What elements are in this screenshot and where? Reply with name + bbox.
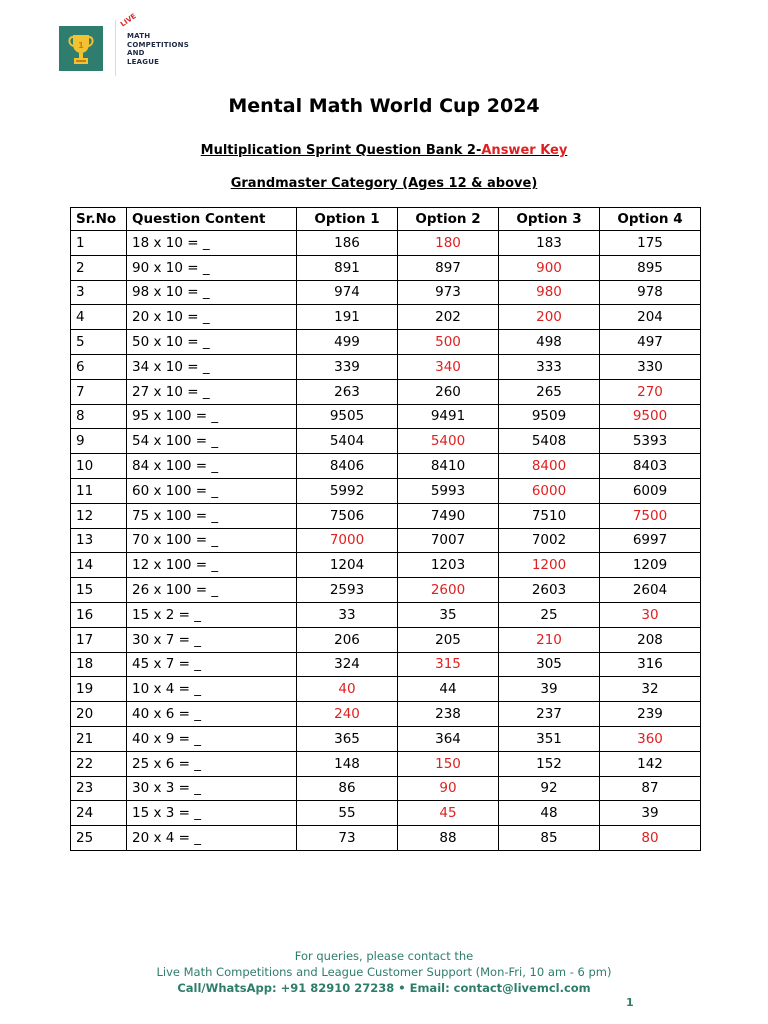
row-sr-no: 17 xyxy=(71,627,127,652)
row-option: 978 xyxy=(600,280,701,305)
footer-contact-details: Call/WhatsApp: +91 82910 27238 • Email: contact@livemcl.com xyxy=(177,981,591,995)
row-option: 39 xyxy=(499,677,600,702)
row-option: 44 xyxy=(398,677,499,702)
row-option: 9509 xyxy=(499,404,600,429)
logo-line-3: AND xyxy=(127,49,145,57)
row-sr-no: 5 xyxy=(71,330,127,355)
row-option: 891 xyxy=(297,255,398,280)
row-option: 92 xyxy=(499,776,600,801)
row-option: 973 xyxy=(398,280,499,305)
table-row xyxy=(71,652,701,677)
row-option: 1204 xyxy=(297,553,398,578)
table-header-row xyxy=(71,208,701,231)
row-option: 324 xyxy=(297,652,398,677)
row-option: 2604 xyxy=(600,578,701,603)
row-option: 333 xyxy=(499,354,600,379)
row-option: 191 xyxy=(297,305,398,330)
row-question: 70 x 100 = _ xyxy=(127,528,297,553)
row-question: 90 x 10 = _ xyxy=(127,255,297,280)
row-option: 5393 xyxy=(600,429,701,454)
row-sr-no: 3 xyxy=(71,280,127,305)
table-row xyxy=(71,677,701,702)
table-row xyxy=(71,553,701,578)
logo-live-text: LIVE xyxy=(119,12,138,29)
row-option-correct: 40 xyxy=(297,677,398,702)
row-option: 7510 xyxy=(499,503,600,528)
row-question: 20 x 10 = _ xyxy=(127,305,297,330)
row-option: 142 xyxy=(600,751,701,776)
row-option: 974 xyxy=(297,280,398,305)
row-sr-no: 14 xyxy=(71,553,127,578)
row-question: 60 x 100 = _ xyxy=(127,478,297,503)
table-row xyxy=(71,801,701,826)
table-row xyxy=(71,702,701,727)
row-option-correct: 9500 xyxy=(600,404,701,429)
row-option: 175 xyxy=(600,231,701,256)
page-number: 1 xyxy=(626,996,634,1009)
row-option: 237 xyxy=(499,702,600,727)
table-row xyxy=(71,627,701,652)
row-option-correct: 360 xyxy=(600,726,701,751)
row-option: 86 xyxy=(297,776,398,801)
table-row xyxy=(71,528,701,553)
row-option: 9491 xyxy=(398,404,499,429)
row-option: 6009 xyxy=(600,478,701,503)
row-option-correct: 1200 xyxy=(499,553,600,578)
logo-wordmark xyxy=(127,32,189,66)
row-question: 26 x 100 = _ xyxy=(127,578,297,603)
row-question: 30 x 3 = _ xyxy=(127,776,297,801)
row-option: 148 xyxy=(297,751,398,776)
row-option: 8410 xyxy=(398,454,499,479)
row-option: 88 xyxy=(398,826,499,851)
table-row xyxy=(71,751,701,776)
row-sr-no: 7 xyxy=(71,379,127,404)
svg-text:1: 1 xyxy=(78,41,84,50)
row-option: 365 xyxy=(297,726,398,751)
table-row xyxy=(71,826,701,851)
row-option: 1209 xyxy=(600,553,701,578)
row-option: 897 xyxy=(398,255,499,280)
subtitle-prefix: Multiplication Sprint Question Bank 2- xyxy=(200,143,482,158)
row-question: 15 x 2 = _ xyxy=(127,602,297,627)
row-option-correct: 315 xyxy=(398,652,499,677)
row-option: 260 xyxy=(398,379,499,404)
row-option: 73 xyxy=(297,826,398,851)
table-body xyxy=(71,231,701,851)
row-sr-no: 2 xyxy=(71,255,127,280)
row-option-correct: 980 xyxy=(499,280,600,305)
row-sr-no: 22 xyxy=(71,751,127,776)
row-option: 5993 xyxy=(398,478,499,503)
logo-line-1: MATH xyxy=(127,32,151,40)
row-option: 8406 xyxy=(297,454,398,479)
logo-line-4: LEAGUE xyxy=(127,57,160,66)
row-option-correct: 7500 xyxy=(600,503,701,528)
row-option-correct: 7000 xyxy=(297,528,398,553)
row-sr-no: 13 xyxy=(71,528,127,553)
row-question: 27 x 10 = _ xyxy=(127,379,297,404)
subtitle-answer-key: Answer Key xyxy=(481,143,568,158)
row-option: 339 xyxy=(297,354,398,379)
row-option-correct: 200 xyxy=(499,305,600,330)
row-question: 45 x 7 = _ xyxy=(127,652,297,677)
trophy-icon xyxy=(59,26,103,71)
row-sr-no: 23 xyxy=(71,776,127,801)
row-option: 204 xyxy=(600,305,701,330)
table-row xyxy=(71,330,701,355)
table-row xyxy=(71,454,701,479)
row-option: 202 xyxy=(398,305,499,330)
row-option: 2603 xyxy=(499,578,600,603)
table-row xyxy=(71,255,701,280)
row-option: 239 xyxy=(600,702,701,727)
row-option: 330 xyxy=(600,354,701,379)
row-sr-no: 10 xyxy=(71,454,127,479)
row-option: 8403 xyxy=(600,454,701,479)
row-option: 85 xyxy=(499,826,600,851)
row-option-correct: 5400 xyxy=(398,429,499,454)
row-option: 316 xyxy=(600,652,701,677)
row-option: 183 xyxy=(499,231,600,256)
row-option: 7002 xyxy=(499,528,600,553)
row-option-correct: 240 xyxy=(297,702,398,727)
row-question: 40 x 9 = _ xyxy=(127,726,297,751)
row-option: 32 xyxy=(600,677,701,702)
row-option-correct: 340 xyxy=(398,354,499,379)
row-sr-no: 11 xyxy=(71,478,127,503)
row-option: 186 xyxy=(297,231,398,256)
row-question: 12 x 100 = _ xyxy=(127,553,297,578)
row-option: 263 xyxy=(297,379,398,404)
table-row xyxy=(71,726,701,751)
row-option-correct: 500 xyxy=(398,330,499,355)
category-heading: Grandmaster Category (Ages 12 & above) xyxy=(230,176,538,191)
table-row xyxy=(71,478,701,503)
page-title: Mental Math World Cup 2024 xyxy=(228,95,540,117)
row-option-correct: 180 xyxy=(398,231,499,256)
row-option: 895 xyxy=(600,255,701,280)
row-option-correct: 8400 xyxy=(499,454,600,479)
header-sr-no: Sr.No xyxy=(71,208,127,231)
row-option-correct: 30 xyxy=(600,602,701,627)
footer-support-line: Live Math Competitions and League Customer Support (Mon-Fri, 10 am - 6 pm) xyxy=(156,965,612,979)
row-question: 34 x 10 = _ xyxy=(127,354,297,379)
row-sr-no: 15 xyxy=(71,578,127,603)
row-option: 238 xyxy=(398,702,499,727)
row-sr-no: 4 xyxy=(71,305,127,330)
row-sr-no: 20 xyxy=(71,702,127,727)
row-sr-no: 18 xyxy=(71,652,127,677)
row-question: 25 x 6 = _ xyxy=(127,751,297,776)
table-row xyxy=(71,429,701,454)
row-option-correct: 90 xyxy=(398,776,499,801)
table-row xyxy=(71,231,701,256)
row-option-correct: 900 xyxy=(499,255,600,280)
row-option: 7490 xyxy=(398,503,499,528)
table-row xyxy=(71,379,701,404)
logo xyxy=(59,12,189,74)
footer-contact-intro: For queries, please contact the xyxy=(294,949,474,963)
row-sr-no: 12 xyxy=(71,503,127,528)
row-option: 7007 xyxy=(398,528,499,553)
question-table xyxy=(70,207,701,851)
row-question: 95 x 100 = _ xyxy=(127,404,297,429)
header-option-2: Option 2 xyxy=(398,208,499,231)
row-option-correct: 210 xyxy=(499,627,600,652)
row-question: 84 x 100 = _ xyxy=(127,454,297,479)
row-option: 206 xyxy=(297,627,398,652)
row-question: 54 x 100 = _ xyxy=(127,429,297,454)
row-sr-no: 19 xyxy=(71,677,127,702)
row-option: 33 xyxy=(297,602,398,627)
table-row xyxy=(71,354,701,379)
row-option: 2593 xyxy=(297,578,398,603)
row-option: 5992 xyxy=(297,478,398,503)
row-option: 208 xyxy=(600,627,701,652)
row-question: 75 x 100 = _ xyxy=(127,503,297,528)
row-sr-no: 21 xyxy=(71,726,127,751)
document-subtitle xyxy=(0,143,768,158)
table-row xyxy=(71,503,701,528)
logo-line-2: COMPETITIONS xyxy=(127,40,189,49)
row-sr-no: 24 xyxy=(71,801,127,826)
header-option-1: Option 1 xyxy=(297,208,398,231)
row-sr-no: 8 xyxy=(71,404,127,429)
row-question: 10 x 4 = _ xyxy=(127,677,297,702)
row-question: 30 x 7 = _ xyxy=(127,627,297,652)
table-row xyxy=(71,602,701,627)
row-option-correct: 150 xyxy=(398,751,499,776)
row-option: 152 xyxy=(499,751,600,776)
row-option: 5404 xyxy=(297,429,398,454)
row-question: 18 x 10 = _ xyxy=(127,231,297,256)
row-option-correct: 2600 xyxy=(398,578,499,603)
row-question: 98 x 10 = _ xyxy=(127,280,297,305)
row-option: 7506 xyxy=(297,503,398,528)
header-option-3: Option 3 xyxy=(499,208,600,231)
row-sr-no: 25 xyxy=(71,826,127,851)
row-option: 35 xyxy=(398,602,499,627)
row-option-correct: 80 xyxy=(600,826,701,851)
row-option-correct: 270 xyxy=(600,379,701,404)
header-question-content: Question Content xyxy=(127,208,297,231)
logo-divider xyxy=(115,20,116,76)
row-question: 15 x 3 = _ xyxy=(127,801,297,826)
table-row xyxy=(71,280,701,305)
row-option: 87 xyxy=(600,776,701,801)
row-option: 205 xyxy=(398,627,499,652)
table-row xyxy=(71,578,701,603)
row-option: 9505 xyxy=(297,404,398,429)
row-option: 25 xyxy=(499,602,600,627)
row-option: 265 xyxy=(499,379,600,404)
row-option: 499 xyxy=(297,330,398,355)
row-sr-no: 1 xyxy=(71,231,127,256)
table-row xyxy=(71,776,701,801)
row-question: 40 x 6 = _ xyxy=(127,702,297,727)
row-sr-no: 9 xyxy=(71,429,127,454)
row-option: 498 xyxy=(499,330,600,355)
row-sr-no: 16 xyxy=(71,602,127,627)
row-option: 39 xyxy=(600,801,701,826)
row-option: 351 xyxy=(499,726,600,751)
row-option: 364 xyxy=(398,726,499,751)
row-option: 497 xyxy=(600,330,701,355)
header-option-4: Option 4 xyxy=(600,208,701,231)
row-sr-no: 6 xyxy=(71,354,127,379)
logo-badge xyxy=(59,26,103,71)
row-option: 6997 xyxy=(600,528,701,553)
row-option: 5408 xyxy=(499,429,600,454)
table-row xyxy=(71,305,701,330)
row-option: 55 xyxy=(297,801,398,826)
row-option-correct: 6000 xyxy=(499,478,600,503)
row-question: 20 x 4 = _ xyxy=(127,826,297,851)
table-row xyxy=(71,404,701,429)
row-question: 50 x 10 = _ xyxy=(127,330,297,355)
row-option-correct: 45 xyxy=(398,801,499,826)
row-option: 48 xyxy=(499,801,600,826)
row-option: 305 xyxy=(499,652,600,677)
row-option: 1203 xyxy=(398,553,499,578)
